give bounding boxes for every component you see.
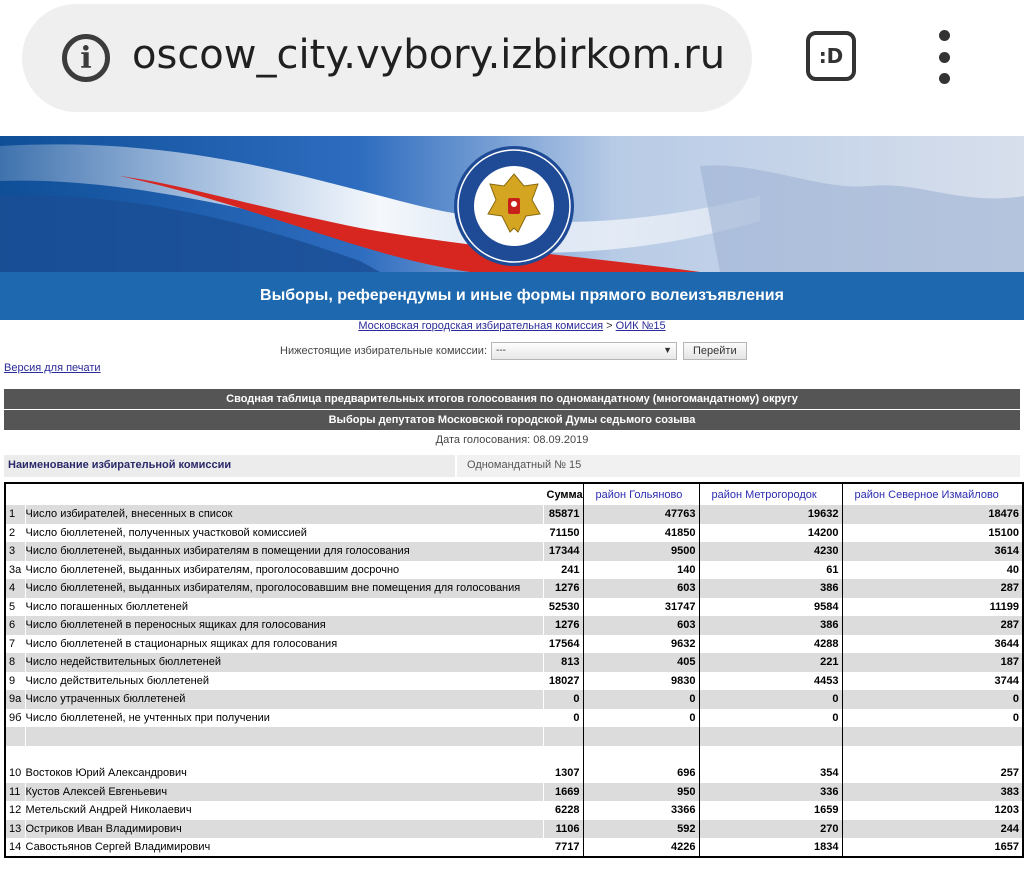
subcommissions-select[interactable] — [491, 342, 677, 360]
table-row — [5, 616, 1023, 635]
row-value-d2: 0 — [699, 690, 842, 709]
row-label: Число бюллетеней в переносных ящиках для голосования — [25, 616, 543, 635]
separator-cell — [842, 746, 1023, 765]
chevron-down-icon: ▼ — [663, 345, 673, 355]
table-row — [5, 653, 1023, 672]
row-label: Остриков Иван Владимирович — [25, 820, 543, 839]
row-value-d1: 603 — [583, 616, 699, 635]
separator-cell — [25, 727, 543, 746]
row-number: 2 — [5, 524, 25, 543]
row-value-d2: 1834 — [699, 838, 842, 857]
row-value-d2: 1659 — [699, 801, 842, 820]
row-value-d3: 187 — [842, 653, 1023, 672]
go-button[interactable]: Перейти — [683, 342, 747, 360]
row-value-d1: 950 — [583, 783, 699, 802]
row-sum: 813 — [543, 653, 583, 672]
row-value-d3: 15100 — [842, 524, 1023, 543]
row-value-d2: 0 — [699, 709, 842, 728]
row-value-d3: 257 — [842, 764, 1023, 783]
row-label: Кустов Алексей Евгеньевич — [25, 783, 543, 802]
row-value-d2: 14200 — [699, 524, 842, 543]
row-value-d2: 270 — [699, 820, 842, 839]
row-value-d1: 603 — [583, 579, 699, 598]
row-label: Число погашенных бюллетеней — [25, 598, 543, 617]
more-menu-icon[interactable] — [932, 30, 956, 84]
row-number: 9 — [5, 672, 25, 691]
row-label: Число утраченных бюллетеней — [25, 690, 543, 709]
row-sum: 85871 — [543, 505, 583, 524]
row-value-d1: 4226 — [583, 838, 699, 857]
header-spacer — [25, 483, 543, 505]
commission-name-header: Наименование избирательной комиссии — [4, 455, 455, 477]
column-header-district-golyanovo[interactable]: район Гольяново — [583, 483, 699, 505]
row-number: 4 — [5, 579, 25, 598]
separator-cell — [25, 746, 543, 765]
results-table — [4, 482, 1024, 858]
url-text[interactable]: oscow_city.vybory.izbirkom.ru — [132, 32, 726, 78]
table-row — [5, 505, 1023, 524]
vote-date-value: 08.09.2019 — [533, 434, 589, 446]
row-sum: 0 — [543, 690, 583, 709]
breadcrumb-separator: > — [606, 320, 613, 332]
row-label: Савостьянов Сергей Владимирович — [25, 838, 543, 857]
row-label: Число действительных бюллетеней — [25, 672, 543, 691]
row-number: 3 — [5, 542, 25, 561]
row-number: 14 — [5, 838, 25, 857]
row-value-d2: 386 — [699, 616, 842, 635]
row-sum: 17344 — [543, 542, 583, 561]
row-number: 7 — [5, 635, 25, 654]
row-number: 12 — [5, 801, 25, 820]
browser-toolbar — [0, 0, 1024, 136]
separator-cell — [5, 746, 25, 765]
table-row — [5, 598, 1023, 617]
table-row — [5, 635, 1023, 654]
table-row — [5, 764, 1023, 783]
row-label: Число бюллетеней в стационарных ящиках для голосования — [25, 635, 543, 654]
row-number: 10 — [5, 764, 25, 783]
row-value-d1: 9830 — [583, 672, 699, 691]
commission-value: Одномандатный № 15 — [457, 455, 1020, 477]
subcommissions-label: Нижестоящие избирательные комиссии: — [280, 345, 488, 357]
row-value-d2: 19632 — [699, 505, 842, 524]
info-icon[interactable]: i — [62, 34, 110, 82]
row-sum: 1307 — [543, 764, 583, 783]
row-label: Число бюллетеней, выданных избирателям, проголосовавшим вне помещения для голосования — [25, 579, 543, 598]
row-value-d3: 3644 — [842, 635, 1023, 654]
row-value-d1: 592 — [583, 820, 699, 839]
row-number: 5 — [5, 598, 25, 617]
row-number: 1 — [5, 505, 25, 524]
table-row — [5, 709, 1023, 728]
row-value-d3: 3744 — [842, 672, 1023, 691]
row-label: Число бюллетеней, выданных избирателям, проголосовавшим досрочно — [25, 561, 543, 580]
row-value-d1: 696 — [583, 764, 699, 783]
row-label: Число избирателей, внесенных в список — [25, 505, 543, 524]
row-value-d3: 11199 — [842, 598, 1023, 617]
row-value-d1: 9500 — [583, 542, 699, 561]
print-version-link[interactable]: Версия для печати — [4, 362, 101, 374]
table-row — [5, 561, 1023, 580]
row-sum: 71150 — [543, 524, 583, 543]
commission-row — [4, 455, 1020, 477]
row-label: Метельский Андрей Николаевич — [25, 801, 543, 820]
separator-cell — [583, 746, 699, 765]
row-sum: 1106 — [543, 820, 583, 839]
row-value-d3: 0 — [842, 709, 1023, 728]
row-label: Число бюллетеней, выданных избирателям в помещении для голосования — [25, 542, 543, 561]
row-value-d3: 1203 — [842, 801, 1023, 820]
row-value-d3: 40 — [842, 561, 1023, 580]
row-sum: 1276 — [543, 579, 583, 598]
row-number: 9а — [5, 690, 25, 709]
separator-cell — [699, 727, 842, 746]
row-number: 8 — [5, 653, 25, 672]
row-sum: 18027 — [543, 672, 583, 691]
separator-cell — [5, 727, 25, 746]
row-number: 3а — [5, 561, 25, 580]
row-value-d1: 405 — [583, 653, 699, 672]
row-value-d1: 31747 — [583, 598, 699, 617]
breadcrumb-moscow-commission-link[interactable]: Московская городская избирательная комиссия — [358, 320, 604, 332]
row-sum: 17564 — [543, 635, 583, 654]
site-banner — [0, 136, 1024, 320]
row-sum: 7717 — [543, 838, 583, 857]
row-value-d2: 354 — [699, 764, 842, 783]
row-value-d2: 221 — [699, 653, 842, 672]
row-value-d2: 61 — [699, 561, 842, 580]
address-bar[interactable] — [22, 4, 752, 112]
table-header-row — [5, 483, 1023, 505]
subcommissions-row — [280, 341, 747, 361]
row-sum: 0 — [543, 709, 583, 728]
row-value-d3: 18476 — [842, 505, 1023, 524]
row-value-d2: 4453 — [699, 672, 842, 691]
row-value-d3: 287 — [842, 616, 1023, 635]
table-row — [5, 838, 1023, 857]
table-separator-row — [5, 746, 1023, 765]
separator-cell — [543, 746, 583, 765]
row-label: Число недействительных бюллетеней — [25, 653, 543, 672]
row-value-d1: 3366 — [583, 801, 699, 820]
breadcrumb-oik-link[interactable]: ОИК №15 — [615, 320, 666, 332]
column-header-district-severnoe-izmaylovo[interactable]: район Северное Измайлово — [842, 483, 1023, 505]
emoji-button[interactable]: :D — [806, 31, 856, 81]
table-row — [5, 820, 1023, 839]
vote-date — [0, 434, 1024, 446]
row-sum: 6228 — [543, 801, 583, 820]
row-value-d1: 9632 — [583, 635, 699, 654]
row-value-d2: 9584 — [699, 598, 842, 617]
row-value-d2: 386 — [699, 579, 842, 598]
row-value-d1: 47763 — [583, 505, 699, 524]
table-separator-row — [5, 727, 1023, 746]
table-row — [5, 579, 1023, 598]
row-sum: 241 — [543, 561, 583, 580]
row-number: 13 — [5, 820, 25, 839]
row-number: 6 — [5, 616, 25, 635]
row-label: Число бюллетеней, полученных участковой комиссией — [25, 524, 543, 543]
separator-cell — [699, 746, 842, 765]
row-value-d3: 287 — [842, 579, 1023, 598]
row-value-d3: 0 — [842, 690, 1023, 709]
column-header-district-metrogorodok[interactable]: район Метрогородок — [699, 483, 842, 505]
row-value-d2: 4230 — [699, 542, 842, 561]
table-row — [5, 672, 1023, 691]
subcommissions-selected: --- — [496, 345, 507, 356]
row-sum: 1276 — [543, 616, 583, 635]
table-row — [5, 783, 1023, 802]
table-row — [5, 542, 1023, 561]
column-header-sum: Сумма — [543, 483, 583, 505]
row-value-d3: 383 — [842, 783, 1023, 802]
banner-title-bar — [0, 272, 1024, 320]
separator-cell — [583, 727, 699, 746]
row-value-d2: 336 — [699, 783, 842, 802]
row-value-d1: 41850 — [583, 524, 699, 543]
row-value-d3: 244 — [842, 820, 1023, 839]
table-row — [5, 524, 1023, 543]
row-number: 9б — [5, 709, 25, 728]
separator-cell — [543, 727, 583, 746]
row-label: Востоков Юрий Александрович — [25, 764, 543, 783]
row-number: 11 — [5, 783, 25, 802]
table-row — [5, 801, 1023, 820]
separator-cell — [842, 727, 1023, 746]
row-sum: 1669 — [543, 783, 583, 802]
row-sum: 52530 — [543, 598, 583, 617]
row-value-d3: 3614 — [842, 542, 1023, 561]
row-value-d1: 140 — [583, 561, 699, 580]
summary-title: Сводная таблица предварительных итогов голосования по одномандатному (многомандатному) округу — [4, 389, 1020, 409]
row-value-d1: 0 — [583, 709, 699, 728]
vote-date-label: Дата голосования: — [435, 434, 531, 446]
table-row — [5, 690, 1023, 709]
election-title: Выборы депутатов Московской городской Думы седьмого созыва — [4, 410, 1020, 430]
banner-title: Выборы, референдумы и иные формы прямого волеизъявления — [260, 287, 784, 304]
row-value-d2: 4288 — [699, 635, 842, 654]
row-value-d1: 0 — [583, 690, 699, 709]
header-spacer — [5, 483, 25, 505]
breadcrumb — [0, 320, 1024, 332]
row-label: Число бюллетеней, не учтенных при получении — [25, 709, 543, 728]
row-value-d3: 1657 — [842, 838, 1023, 857]
cec-emblem-logo — [452, 144, 576, 268]
